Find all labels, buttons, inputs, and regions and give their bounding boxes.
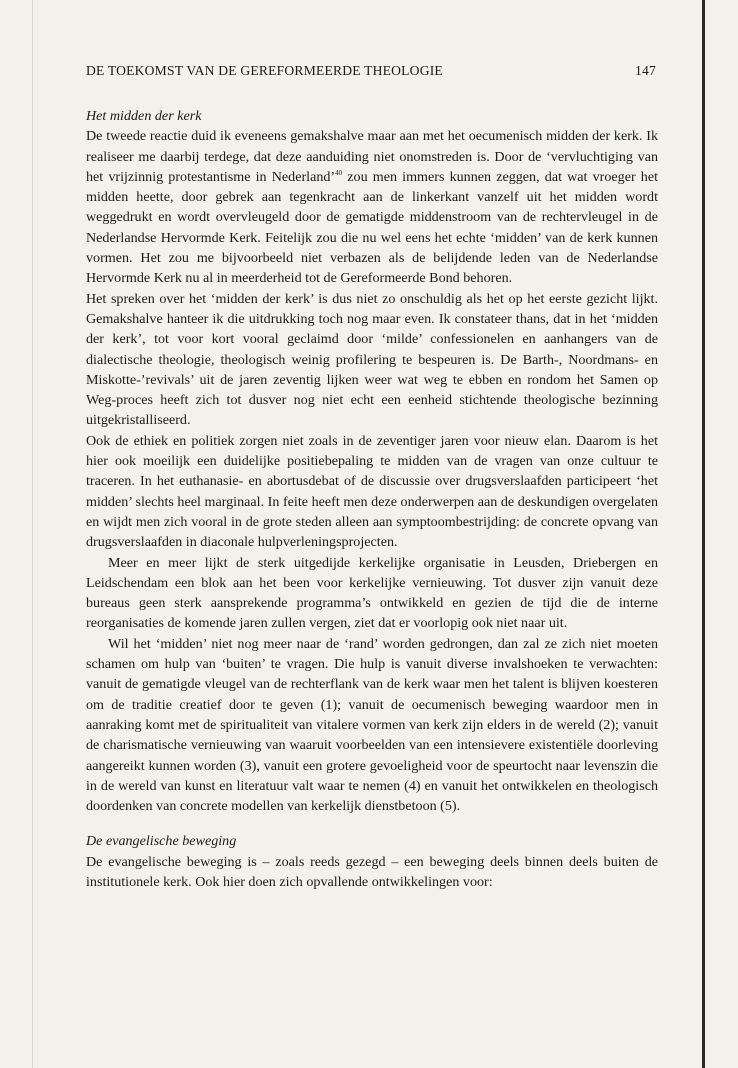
paragraph-6: De evangelische beweging is – zoals reeds gezegd – een beweging deels binnen deels buiten de institutionele kerk. Ook hier doen zich opvallende ontwikkelingen voor: (86, 853, 658, 890)
paragraph-2: Het spreken over het ‘midden der kerk’ is dus niet zo onschuldig als het op het eerste gezicht lijkt. Gemakshalve hanteer ik die uitdrukking toch nog maar even. Ik constateer thans, dat in het ‘midden der kerk’, tot voor kort vooral geclaimd door ‘milde’ confessionelen en aanhangers van de dialectische theologie, theologisch weinig profilering te bespeuren is. De Barth-, Noordmans- en Miskotte-’revivals’ uit de jaren zeventig lijken weer wat weg te ebben en rondom het Samen op Weg-proces heeft zich tot dusver nog niet echt een eenheid stichtende theologische bezinning uitgekristalliseerd. (86, 290, 658, 429)
paragraph-1 (86, 126, 658, 288)
paragraph-5: Wil het ‘midden’ niet nog meer naar de ‘rand’ worden gedrongen, dan zal ze zich niet moeten schamen om hulp van ‘buiten’ te vragen. Die hulp is vanuit diverse invalshoeken te verwachten: vanuit de gematigde vleugel van de rechterflank van de kerk waar men het talent is blijven koesteren om de traditie creatief door te geven (1); vanuit de oecumenisch beweging waardoor men in aanraking komt met de spiritualiteit van vitalere vormen van kerk zijn elders in de wereld (2); vanuit de charismatische vernieuwing van waaruit voorbeelden van een intensievere existentiële doorleving aangereikt kunnen worden (3), vanuit een grotere gevoeligheid voor de speurtocht naar levenszin die in de wereld van kunst en literatuur valt waar te nemen (4) en vanuit het ontwikkelen en theologisch doordenken van concrete modellen van kerkelijk dienstbetoon (5). (86, 635, 658, 815)
section-gap (86, 816, 658, 831)
page-body (86, 106, 658, 892)
paragraph-4: Meer en meer lijkt de sterk uitgedijde kerkelijke organisatie in Leusden, Driebergen en Leidschendam een blok aan het been voor kerkelijke vernieuwing. Tot dusver zijn vanuit deze bureaus geen sterk aansprekende programma’s ontwikkeld en gezien de tijd die de interne reorganisaties de komende jaren zullen vergen, ziet dat er voorlopig ook niet naar uit. (86, 554, 658, 632)
running-title: DE TOEKOMST VAN DE GEREFORMEERDE THEOLOGIE (86, 63, 443, 78)
section-heading-midden: Het midden der kerk (86, 108, 202, 124)
page-number: 147 (635, 63, 656, 78)
paragraph-3: Ook de ethiek en politiek zorgen niet zoals in de zeventiger jaren voor nieuw elan. Daarom is het hier ook moeilijk een duidelijke positiebepaling te midden van de vragen van onze cultuur te traceren. In het euthanasie- en abortusdebat of de discussie over drugsverslaafden participeert ‘het midden’ slechts heel marginaal. In feite heeft men deze onderwerpen aan de deskundigen overgelaten en wijdt men zich vooral in de grote steden alleen aan symptoombestrijding: de concrete opvang van drugsverslaafden in diaconale hulpverleningsprojecten. (86, 432, 658, 551)
footnote-ref-40: 40 (335, 168, 343, 177)
page-edge-left (32, 0, 33, 1068)
paragraph-1-text-b: zou men immers kunnen zeggen, dat wat vroeger het midden heette, door gebrek aan tegenkracht aan de linkerkant vanzelf uit het midden wordt weggedrukt en wordt overvleugeld door de gematigde middenstroom van de rechtervleugel in de Nederlandse Hervormde Kerk. Feitelijk zou die nu wel eens het echte ‘midden’ van de kerk kunnen vormen. Het zou me bijvoorbeeld niet verbazen als de belijdende leden van de Nederlandse Hervormde Kerk nu al in meerderheid tot de Gereformeerde Bond behoren. (86, 168, 659, 287)
page-edge-right (702, 0, 705, 1068)
section-heading-evangelisch: De evangelische beweging (86, 833, 237, 850)
paragraph-1-text-a: De tweede reactie duid ik eveneens gemakshalve maar aan met het oecumenisch midden der kerk. Ik realiseer me daarbij terdege, dat deze aanduiding niet onomstreden is. Door de ‘vervluchtiging van het vrijzinnig protestantisme in Nederland’ (86, 128, 658, 185)
